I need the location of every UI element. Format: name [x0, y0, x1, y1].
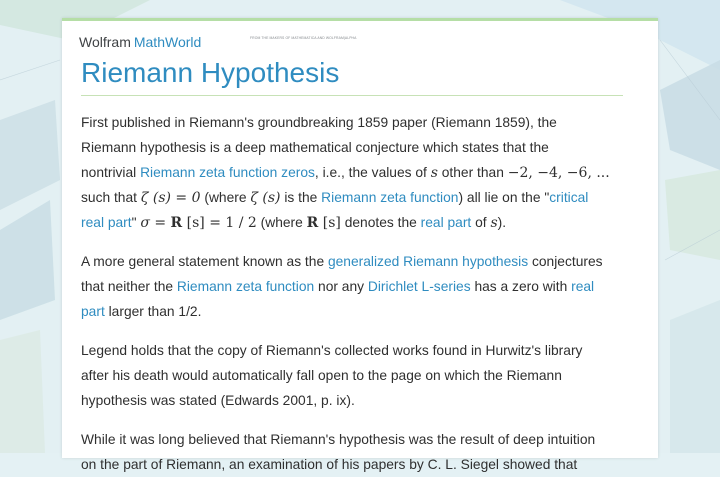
math-s: s — [490, 215, 498, 231]
text: nor any — [314, 279, 368, 294]
text: nontrivial — [81, 165, 141, 180]
text: Riemann hypothesis is a deep mathematical conjecture which states that the — [81, 140, 549, 155]
math-real-operator: R — [306, 215, 319, 231]
text: (where — [200, 190, 251, 205]
text-line — [81, 185, 641, 210]
math-real-operator: R — [170, 215, 183, 231]
text: on the part of Riemann, an examination of his papers by C. L. Siegel showed that — [81, 457, 578, 472]
link-real-part[interactable]: real — [571, 279, 595, 294]
page-title: Riemann Hypothesis — [81, 57, 340, 88]
text-line — [81, 299, 641, 324]
text: , i.e., the values of — [314, 165, 431, 180]
text: ). — [497, 215, 507, 230]
text: after his death would automatically fall open to the page on which the Riemann — [81, 368, 562, 383]
text: While it was long believed that Riemann's hypothesis was the result of deep intuition — [81, 432, 596, 447]
mathworld-logo[interactable] — [79, 34, 357, 52]
text-line — [81, 452, 641, 477]
math-critical-expression: [s] = 1 / 2 — [182, 215, 257, 231]
math-zeta-equation: ζ (s) = 0 — [140, 190, 201, 206]
math-s-bracket: [s] — [318, 215, 341, 231]
link-dirichlet-l-series[interactable]: Dirichlet L-series — [367, 279, 471, 294]
text: such that — [81, 190, 141, 205]
text: First published in Riemann's groundbreaking 1859 paper (Riemann 1859), the — [81, 115, 557, 130]
link-generalized-riemann-hypothesis[interactable]: generalized Riemann hypothesis — [327, 254, 529, 269]
article-card — [62, 18, 658, 472]
paragraph-2 — [81, 249, 641, 324]
link-real-part[interactable]: real part — [420, 215, 472, 230]
text-line — [81, 427, 641, 452]
brand-wolfram: Wolfram — [79, 34, 131, 50]
text-line — [81, 388, 641, 413]
text-line — [81, 274, 641, 299]
link-riemann-zeta-function-zeros[interactable]: Riemann zeta function zeros — [140, 165, 315, 180]
text: is the — [280, 190, 322, 205]
link-critical-line[interactable]: critical — [549, 190, 589, 205]
link-critical-line[interactable]: real part — [81, 215, 132, 230]
text-line — [81, 135, 641, 160]
text: of — [471, 215, 491, 230]
link-real-part[interactable]: part — [81, 304, 105, 319]
text: has a zero with — [470, 279, 572, 294]
top-accent-bar — [62, 18, 658, 21]
text: denotes the — [340, 215, 421, 230]
text: " — [131, 215, 141, 230]
brand-tagline: FROM THE MAKERS OF MATHEMATICA AND WOLFRAM|ALPHA — [250, 36, 357, 40]
text: conjectures — [528, 254, 603, 269]
text-line — [81, 249, 641, 274]
paragraph-1 — [81, 110, 641, 235]
text: ) all lie on the " — [458, 190, 550, 205]
text: hypothesis was stated (Edwards 2001, p. ix). — [81, 393, 355, 408]
text-line — [81, 110, 641, 135]
text: Legend holds that the copy of Riemann's collected works found in Hurwitz's library — [81, 343, 583, 358]
paragraph-3 — [81, 338, 641, 413]
text: A more general statement known as the — [81, 254, 328, 269]
math-zeta: ζ (s) — [250, 190, 281, 206]
link-riemann-zeta-function[interactable]: Riemann zeta function — [321, 190, 459, 205]
math-values: −2, −4, −6, ... — [507, 165, 610, 181]
text-line — [81, 363, 641, 388]
text: other than — [437, 165, 508, 180]
paragraph-4 — [81, 427, 641, 477]
text: (where — [256, 215, 307, 230]
title-divider — [81, 95, 623, 96]
link-riemann-zeta-function[interactable]: Riemann zeta function — [176, 279, 315, 294]
text-line — [81, 210, 641, 235]
text-line — [81, 338, 641, 363]
text: that neither the — [81, 279, 177, 294]
article-body — [81, 110, 641, 477]
text-line — [81, 160, 641, 185]
brand-mathworld: MathWorld — [133, 34, 202, 50]
math-sigma: σ = — [140, 215, 171, 231]
text: larger than 1/2. — [104, 304, 202, 319]
math-s: s — [430, 165, 438, 181]
